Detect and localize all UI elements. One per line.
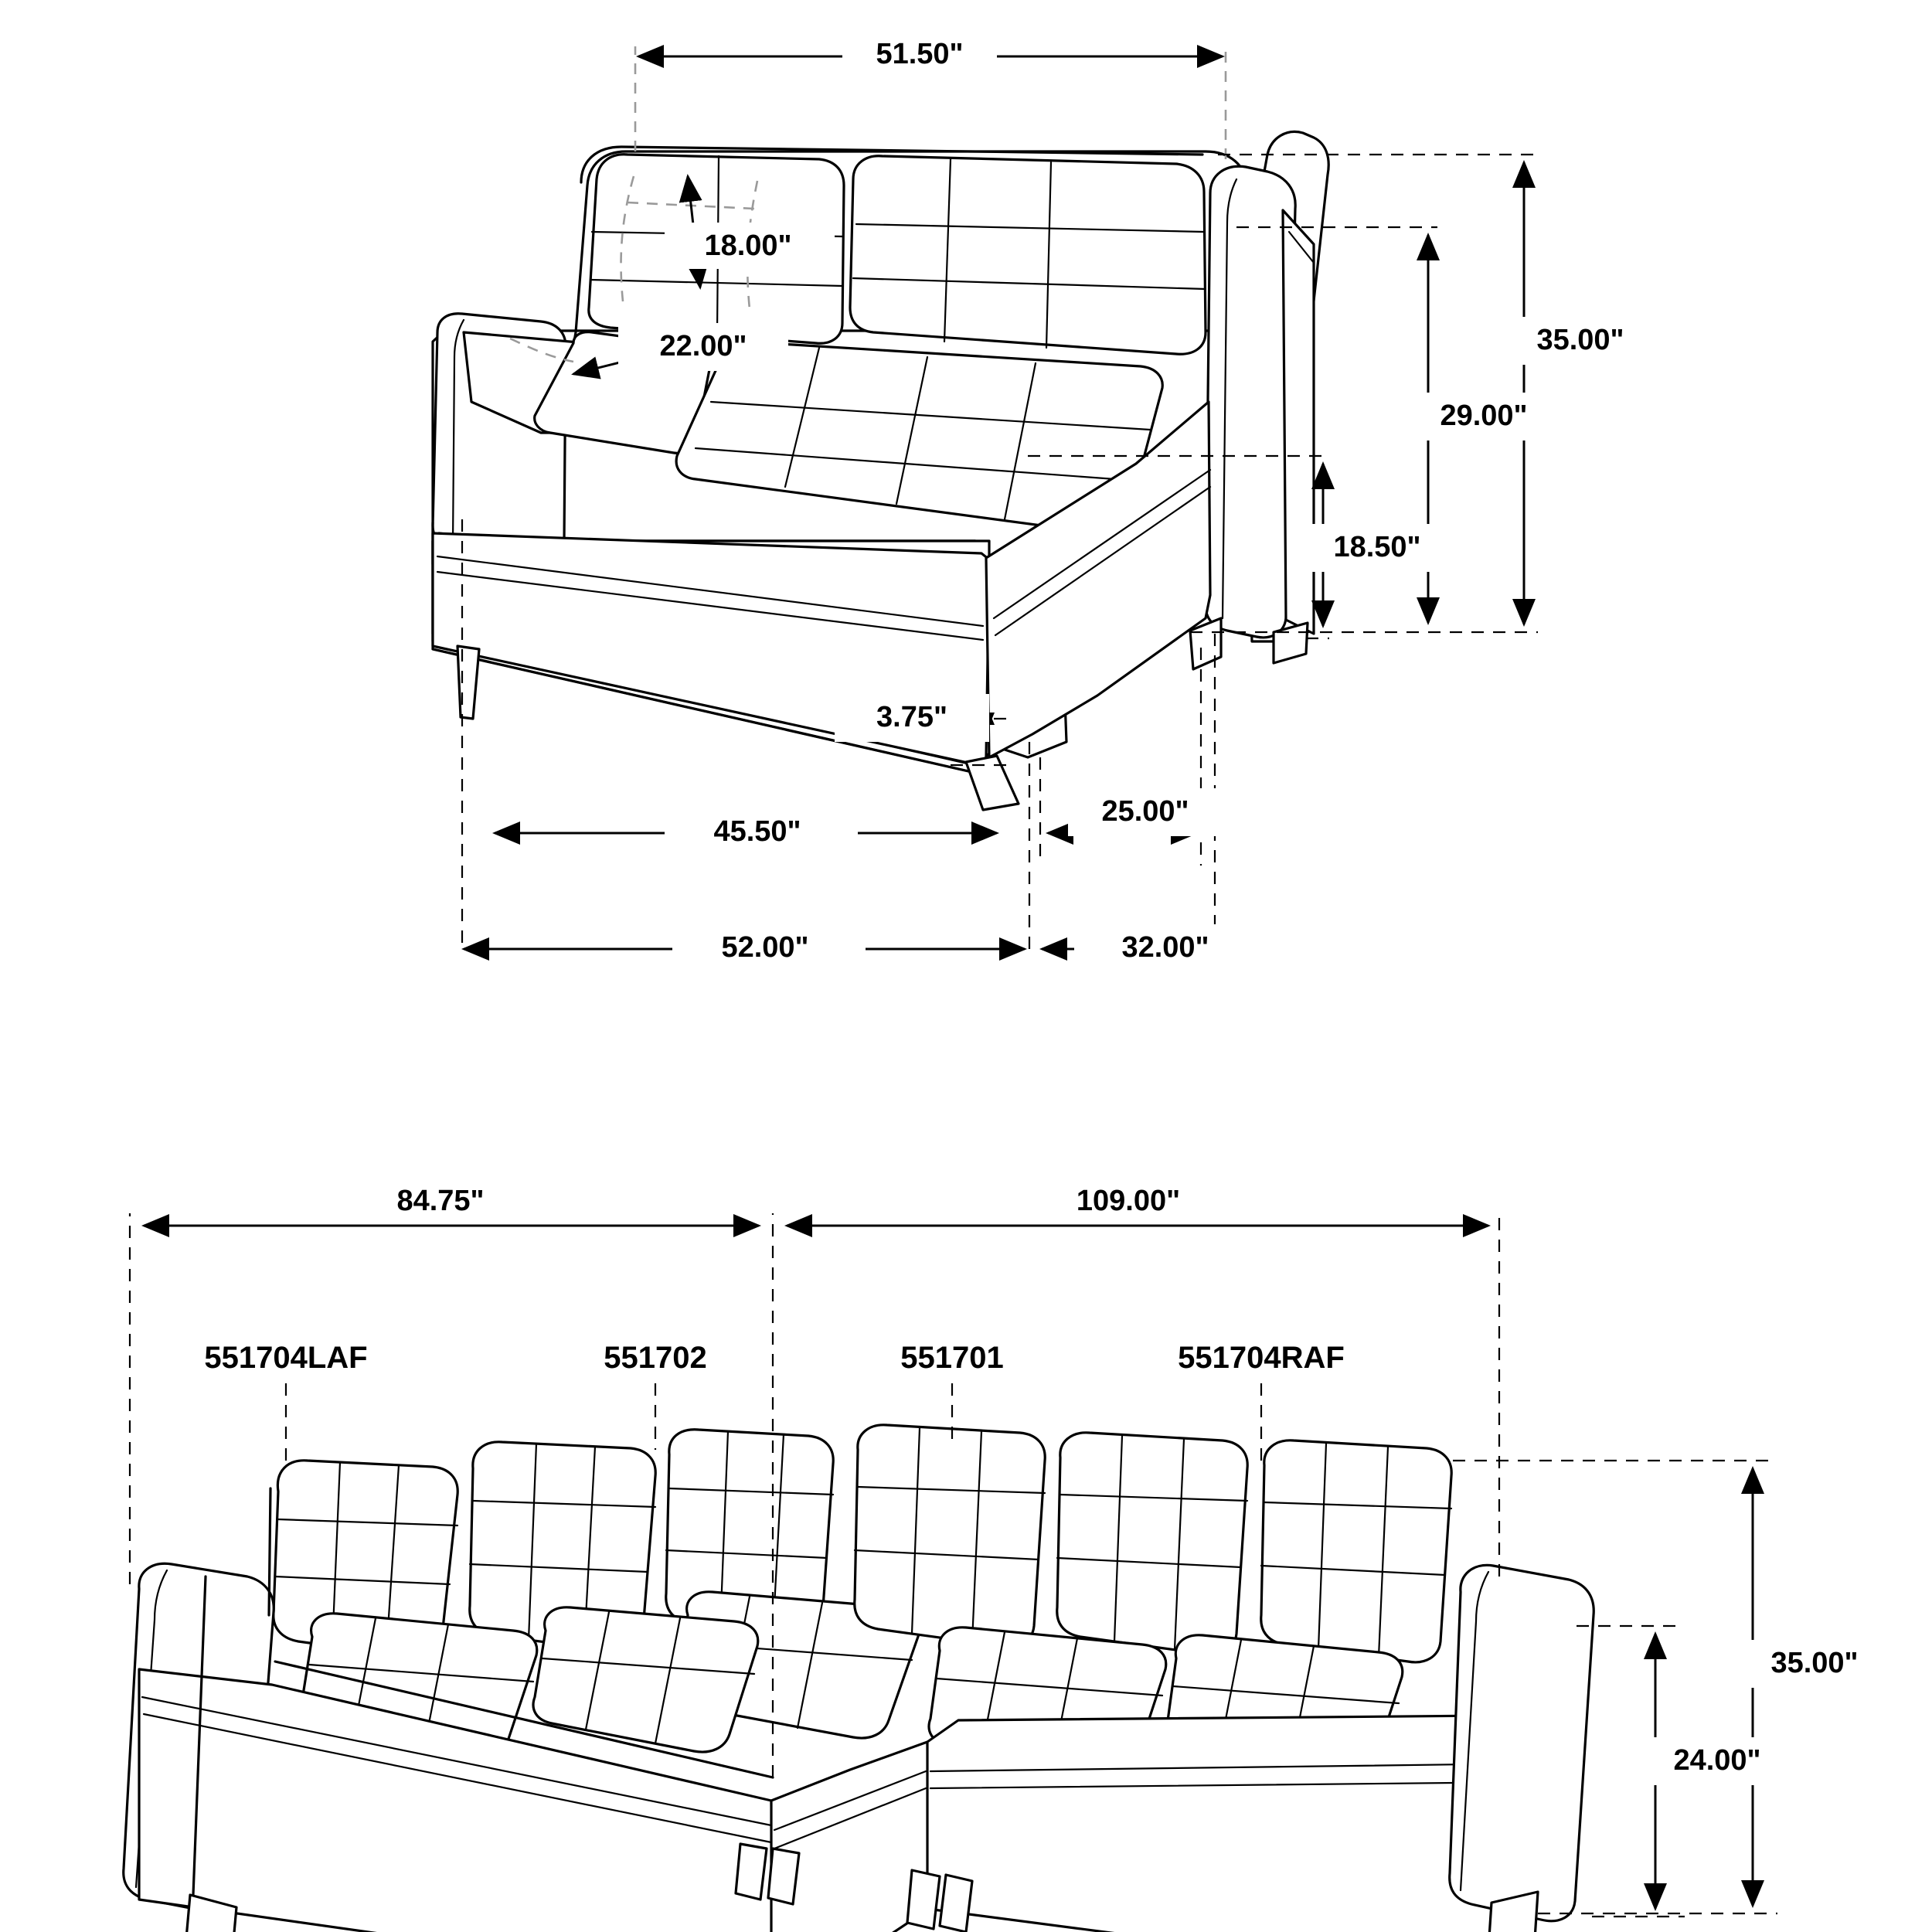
dim-back-height: 29.00"	[1440, 400, 1528, 432]
dim-seat-width-top: 51.50"	[876, 38, 964, 70]
dim-inner-seat-width: 45.50"	[713, 815, 801, 848]
dim-cushion-depth: 18.00"	[704, 230, 792, 262]
part-label-laf: 551704LAF	[204, 1341, 368, 1375]
dim-seat-depth: 22.00"	[659, 330, 747, 362]
part-label-raf: 551704RAF	[1178, 1341, 1345, 1375]
part-label-armless: 551702	[604, 1341, 707, 1375]
dim-leg-height: 3.75"	[876, 701, 947, 733]
dim-seat-height: 18.50"	[1333, 531, 1421, 563]
dim-sectional-overall-height: 35.00"	[1770, 1647, 1859, 1679]
dim-overall-depth: 32.00"	[1121, 931, 1209, 964]
sectional-illustration	[124, 1425, 1594, 1932]
dim-overall-height: 35.00"	[1536, 324, 1624, 356]
dim-left-section-width: 84.75"	[396, 1185, 485, 1217]
dim-right-section-width: 109.00"	[1076, 1185, 1181, 1217]
part-label-corner: 551701	[900, 1341, 1004, 1375]
dim-side-depth-inner: 25.00"	[1101, 795, 1189, 828]
dim-arm-height: 24.00"	[1673, 1744, 1761, 1777]
dim-overall-width: 52.00"	[721, 931, 809, 964]
